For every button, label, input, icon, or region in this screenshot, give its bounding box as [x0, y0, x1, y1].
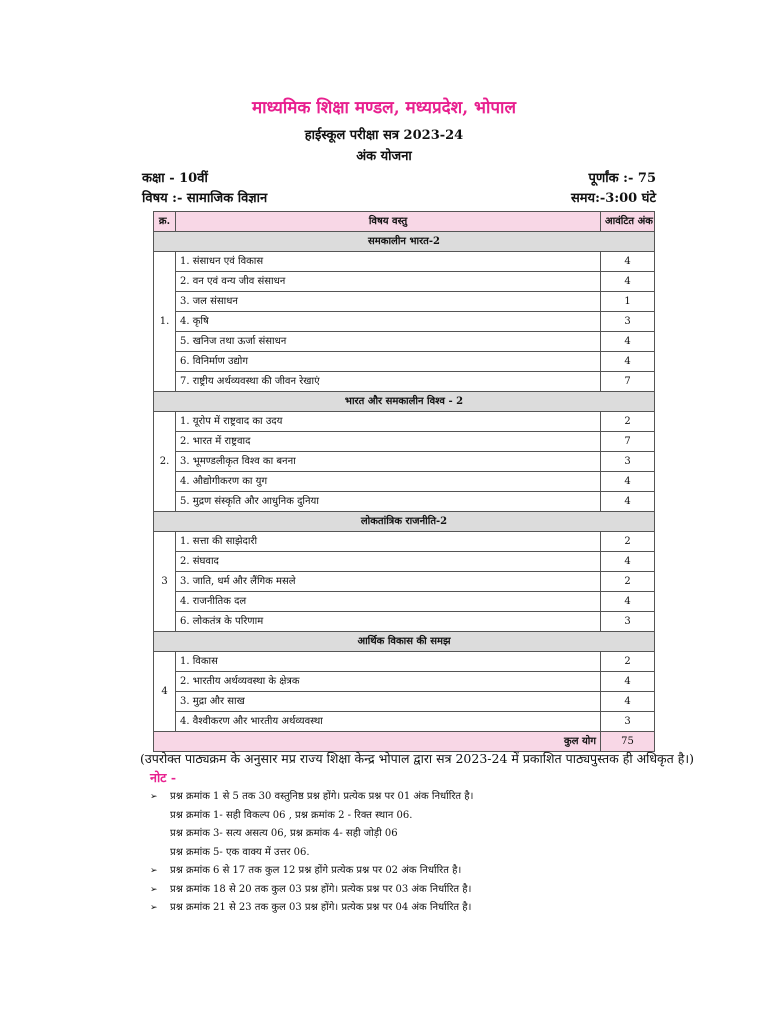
table-row: [154, 332, 655, 352]
table-row: [154, 612, 655, 632]
unit-title: लोकतांत्रिक राजनीति-2: [154, 512, 655, 532]
marks-cell: 3: [601, 612, 655, 632]
syllabus-body: [154, 232, 655, 752]
unit-title: भारत और समकालीन विश्व - 2: [154, 392, 655, 412]
table-row: [154, 532, 655, 552]
unit-number: 2.: [154, 412, 176, 512]
table-row: [154, 652, 655, 672]
marks-cell: 3: [601, 712, 655, 732]
marks-cell: 2: [601, 572, 655, 592]
marks-column-header: आवंटित अंक: [601, 212, 655, 232]
table-row: [154, 252, 655, 272]
unit-number: 3: [154, 532, 176, 632]
topic-column-header: विषय वस्तु: [176, 212, 601, 232]
marks-cell: 3: [601, 452, 655, 472]
marks-cell: 4: [601, 272, 655, 292]
note-text: प्रश्न क्रमांक 18 से 20 तक कुल 03 प्रश्न होंगे। प्रत्येक प्रश्न पर 03 अंक निर्धारित है।: [170, 883, 472, 895]
arrowhead-bullet-icon: ➢: [150, 792, 158, 802]
topic-cell: 4. कृषि: [176, 312, 601, 332]
topic-cell: 4. राजनीतिक दल: [176, 592, 601, 612]
unit-title: समकालीन भारत-2: [154, 232, 655, 252]
marks-cell: 2: [601, 652, 655, 672]
class-label: कक्षा - 10वीं: [142, 171, 208, 186]
topic-cell: 1. यूरोप में राष्ट्रवाद का उदय: [176, 412, 601, 432]
arrowhead-bullet-icon: ➢: [150, 884, 158, 895]
arrowhead-bullet-icon: ➢: [150, 903, 158, 913]
note-item: [150, 788, 473, 807]
note-item: [150, 881, 473, 900]
note-text: प्रश्न क्रमांक 5- एक वाक्य में उत्तर 06.: [170, 846, 310, 858]
unit-header-row: [154, 632, 655, 652]
note-heading: नोट -: [150, 770, 177, 785]
marks-cell: 2: [601, 412, 655, 432]
table-row: [154, 592, 655, 612]
note-text: प्रश्न क्रमांक 1- सही विकल्प 06 , प्रश्न क्रमांक 2 - रिक्त स्थान 06.: [170, 809, 413, 821]
marks-cell: 4: [601, 672, 655, 692]
total-marks-label: पूर्णांक :- 75: [588, 171, 656, 186]
topic-cell: 5. मुद्रण संस्कृति और आधुनिक दुनिया: [176, 492, 601, 512]
topic-cell: 1. सत्ता की साझेदारी: [176, 532, 601, 552]
table-row: [154, 292, 655, 312]
note-text: प्रश्न क्रमांक 21 से 23 तक कुल 03 प्रश्न होंगे। प्रत्येक प्रश्न पर 04 अंक निर्धारित है।: [170, 902, 472, 913]
table-row: [154, 372, 655, 392]
topic-cell: 4. वैश्वीकरण और भारतीय अर्थव्यवस्था: [176, 712, 601, 732]
topic-cell: 2. संघवाद: [176, 552, 601, 572]
table-row: [154, 432, 655, 452]
marks-cell: 4: [601, 472, 655, 492]
topic-cell: 4. औद्योगीकरण का युग: [176, 472, 601, 492]
table-row: [154, 692, 655, 712]
note-text: प्रश्न क्रमांक 3- सत्य असत्य 06, प्रश्न क्रमांक 4- सही जोड़ी 06: [170, 828, 398, 839]
table-row: [154, 272, 655, 292]
serial-column-header: क्र.: [154, 212, 176, 232]
topic-cell: 6. विनिर्माण उद्योग: [176, 352, 601, 372]
arrowhead-bullet-icon: ➢: [150, 866, 158, 876]
table-row: [154, 672, 655, 692]
marks-cell: 4: [601, 592, 655, 612]
unit-number: 4: [154, 652, 176, 732]
marking-scheme-title: अंक योजना: [356, 149, 412, 164]
marks-cell: 2: [601, 532, 655, 552]
topic-cell: 7. राष्ट्रीय अर्थव्यवस्था की जीवन रेखाएं: [176, 372, 601, 392]
board-title: माध्यमिक शिक्षा मण्डल, मध्यप्रदेश, भोपाल: [252, 98, 516, 118]
topic-cell: 6. लोकतंत्र के परिणाम: [176, 612, 601, 632]
marks-cell: 3: [601, 312, 655, 332]
unit-title: आर्थिक विकास की समझ: [154, 632, 655, 652]
notes-list: [150, 788, 473, 918]
note-item: [150, 844, 473, 863]
table-row: [154, 452, 655, 472]
note-item: [150, 899, 473, 918]
topic-cell: 5. खनिज तथा ऊर्जा संसाधन: [176, 332, 601, 352]
table-row: [154, 492, 655, 512]
note-text: प्रश्न क्रमांक 1 से 5 तक 30 वस्तुनिष्ठ प्रश्न होंगे। प्रत्येक प्रश्न पर 01 अंक निर्धारित है।: [170, 791, 474, 802]
exam-session: हाईस्कूल परीक्षा सत्र 2023-24: [304, 128, 464, 143]
subject-label: विषय :- सामाजिक विज्ञान: [142, 191, 268, 206]
syllabus-table: [153, 211, 655, 752]
textbook-note: (उपरोक्त पाठ्यक्रम के अनुसार मप्र राज्य शिक्षा केन्द्र भोपाल द्वारा सत्र 2023-24 में प्रकाशित पाठ्यपुस्तक ही अधिकृत है।): [140, 751, 694, 766]
table-row: [154, 412, 655, 432]
marks-cell: 4: [601, 552, 655, 572]
topic-cell: 3. जल संसाधन: [176, 292, 601, 312]
topic-cell: 3. जाति, धर्म और लैंगिक मसले: [176, 572, 601, 592]
note-text: प्रश्न क्रमांक 6 से 17 तक कुल 12 प्रश्न होंगे प्रत्येक प्रश्न पर 02 अंक निर्धारित है।: [170, 865, 462, 876]
table-row: [154, 712, 655, 732]
total-row: [154, 732, 655, 752]
marks-cell: 4: [601, 352, 655, 372]
marks-cell: 4: [601, 332, 655, 352]
marks-cell: 4: [601, 692, 655, 712]
table-row: [154, 312, 655, 332]
marks-cell: 4: [601, 492, 655, 512]
note-item: [150, 825, 473, 844]
topic-cell: 1. विकास: [176, 652, 601, 672]
note-item: [150, 807, 473, 826]
table-header-row: [154, 212, 655, 232]
topic-cell: 2. भारतीय अर्थव्यवस्था के क्षेत्रक: [176, 672, 601, 692]
table-row: [154, 352, 655, 372]
topic-cell: 2. भारत में राष्ट्रवाद: [176, 432, 601, 452]
unit-header-row: [154, 512, 655, 532]
table-row: [154, 472, 655, 492]
unit-header-row: [154, 392, 655, 412]
table-row: [154, 552, 655, 572]
unit-number: 1.: [154, 252, 176, 392]
total-value: 75: [601, 732, 655, 752]
time-label: समय:-3:00 घंटे: [571, 191, 656, 206]
total-label: कुल योग: [154, 732, 601, 752]
note-item: [150, 862, 473, 881]
table-row: [154, 572, 655, 592]
marks-cell: 1: [601, 292, 655, 312]
marks-cell: 7: [601, 372, 655, 392]
unit-header-row: [154, 232, 655, 252]
topic-cell: 3. भूमण्डलीकृत विश्व का बनना: [176, 452, 601, 472]
topic-cell: 1. संसाधन एवं विकास: [176, 252, 601, 272]
marks-cell: 4: [601, 252, 655, 272]
marks-cell: 7: [601, 432, 655, 452]
topic-cell: 2. वन एवं वन्य जीव संसाधन: [176, 272, 601, 292]
topic-cell: 3. मुद्रा और साख: [176, 692, 601, 712]
